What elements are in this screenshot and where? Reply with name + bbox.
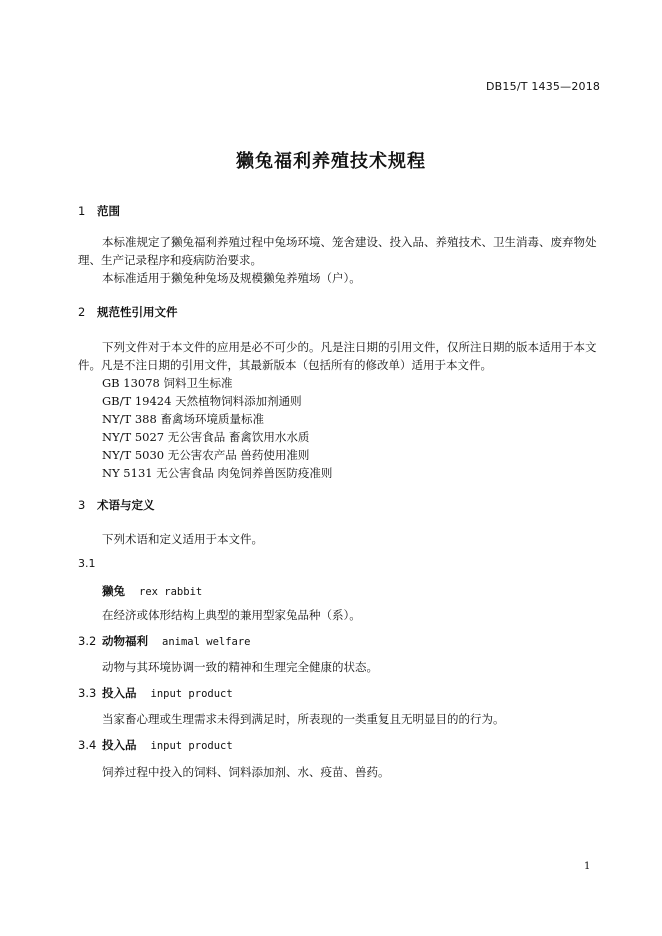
section-2-para-line1: 下列文件对于本文件的应用是必不可少的。凡是注日期的引用文件，仅所注日期的版本适用于本文 <box>102 340 597 354</box>
reference-item: NY 5131 无公害食品 肉兔饲养兽医防疫准则 <box>102 466 333 480</box>
document-title: 獭兔福利养殖技术规程 <box>236 151 426 172</box>
term-definition: 动物与其环境协调一致的精神和生理完全健康的状态。 <box>102 660 378 674</box>
section-1-title: 范围 <box>97 204 120 218</box>
section-2-number: 2 <box>78 305 86 319</box>
section-2-title: 规范性引用文件 <box>97 305 178 319</box>
section-3-title: 术语与定义 <box>97 498 155 512</box>
section-3-intro: 下列术语和定义适用于本文件。 <box>102 532 263 546</box>
section-2-para-line2: 件。凡是不注日期的引用文件，其最新版本（包括所有的修改单）适用于本文件。 <box>78 358 492 372</box>
section-3-heading <box>78 497 155 513</box>
term-english: rex rabbit <box>139 586 203 598</box>
section-1-number: 1 <box>78 204 86 218</box>
section-2-heading <box>78 304 178 320</box>
term-number: 3.1 <box>78 557 96 570</box>
section-1-para2: 本标准适用于獭兔种兔场及规模獭兔养殖场（户）。 <box>102 271 361 285</box>
reference-item: GB/T 19424 天然植物饲料添加剂通则 <box>102 394 302 408</box>
term-definition: 在经济或体形结构上典型的兼用型家兔品种（系）。 <box>102 608 361 622</box>
term-title <box>78 685 233 701</box>
reference-item: NY/T 388 畜禽场环境质量标准 <box>102 412 264 426</box>
term-title <box>78 737 233 753</box>
term-title <box>78 633 251 649</box>
term-number: 3.3 <box>78 686 97 700</box>
term-chinese: 投入品 <box>102 686 137 700</box>
section-3-number: 3 <box>78 498 86 512</box>
term-definition: 饲养过程中投入的饲料、饲料添加剂、水、疫苗、兽药。 <box>102 765 390 779</box>
reference-item: GB 13078 饲料卫生标准 <box>102 376 233 390</box>
reference-item: NY/T 5027 无公害食品 畜禽饮用水水质 <box>102 430 310 444</box>
term-english: input product <box>150 740 233 752</box>
term-number: 3.4 <box>78 738 97 752</box>
standard-number: DB15/T 1435—2018 <box>486 80 601 93</box>
reference-item: NY/T 5030 无公害农产品 兽药使用准则 <box>102 448 310 462</box>
section-1-para1-line1: 本标准规定了獭兔福利养殖过程中兔场环境、笼舍建设、投入品、养殖技术、卫生消毒、废弃物处 <box>102 235 597 249</box>
term-english: animal welfare <box>162 636 251 648</box>
term-chinese: 獭兔 <box>102 584 125 598</box>
term-english: input product <box>150 688 233 700</box>
term-chinese: 投入品 <box>102 738 137 752</box>
term-chinese: 动物福利 <box>102 634 148 648</box>
term-number: 3.2 <box>78 634 97 648</box>
page-number: 1 <box>584 861 591 872</box>
term-definition: 当家畜心理或生理需求未得到满足时，所表现的一类重复且无明显目的的行为。 <box>102 712 505 726</box>
section-1-heading <box>78 203 120 219</box>
section-1-para1-line2: 理、生产记录程序和疫病防治要求。 <box>78 253 262 267</box>
term-title <box>102 583 202 599</box>
